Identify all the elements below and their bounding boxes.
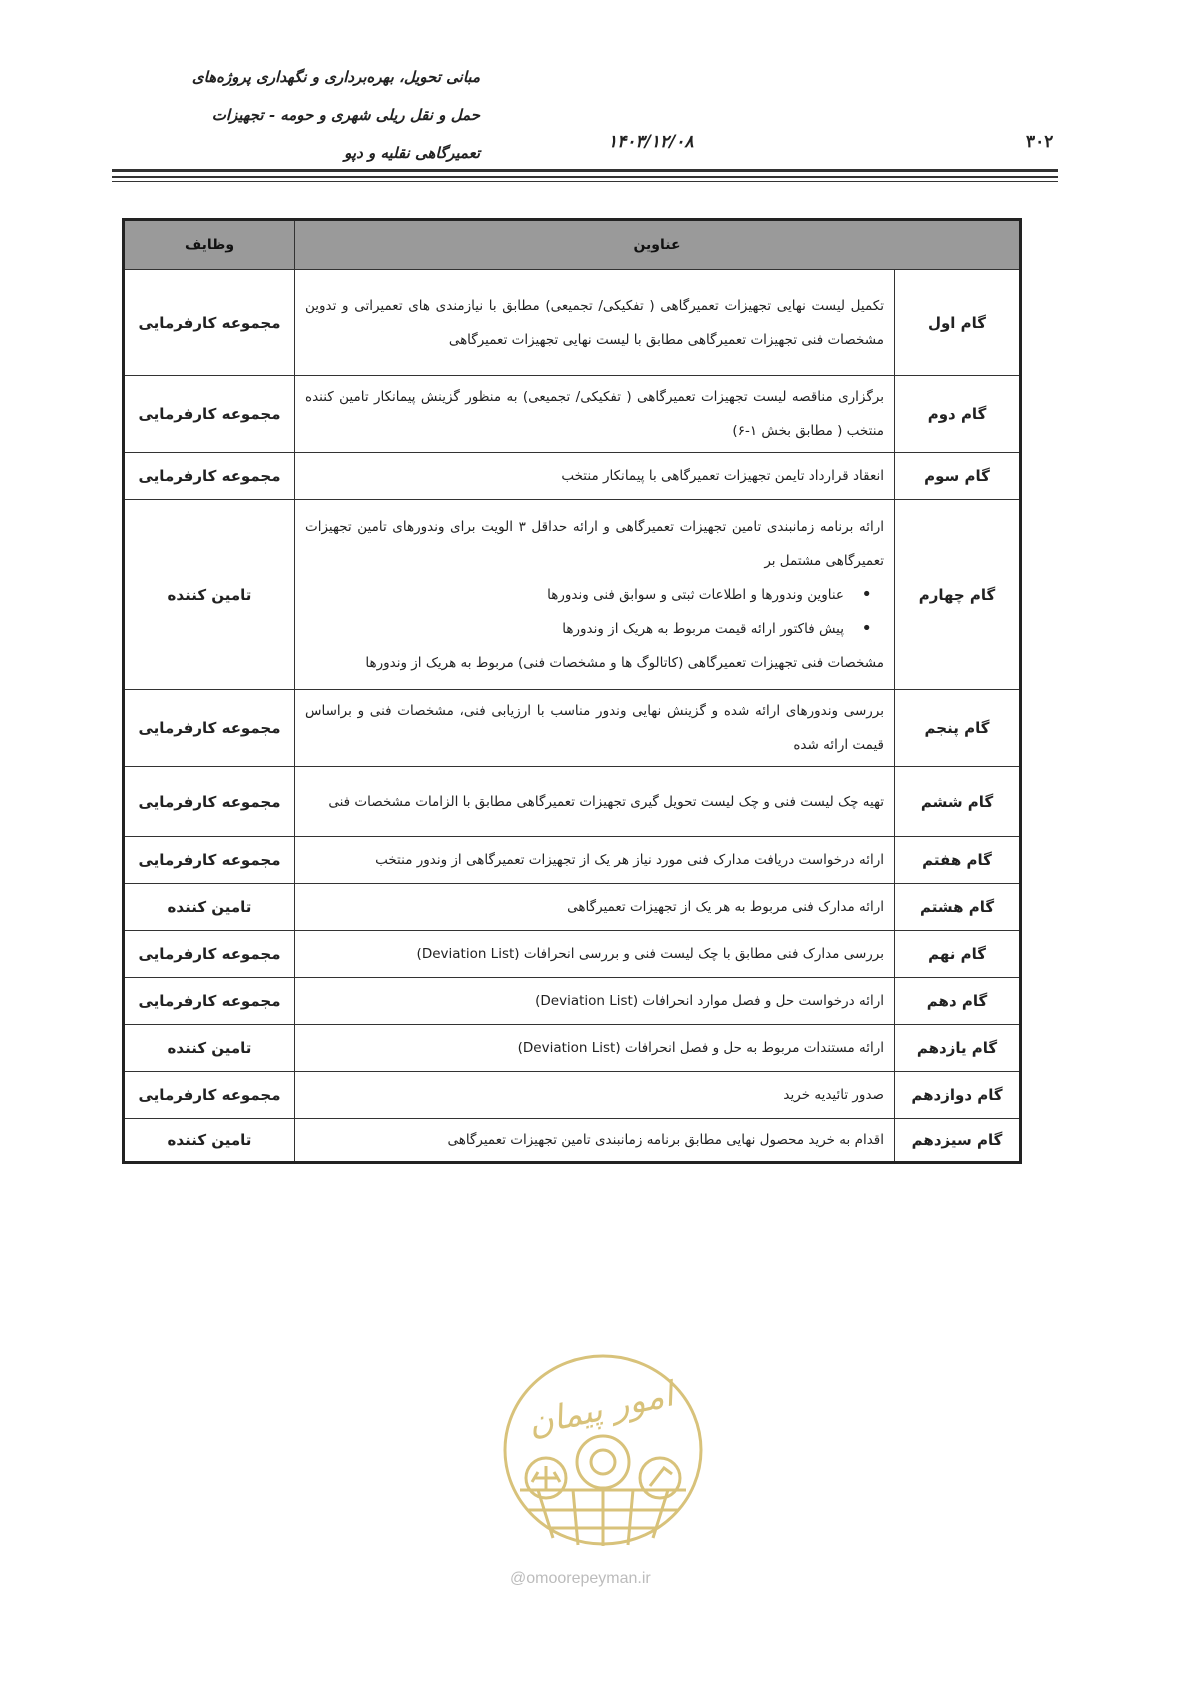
step-description: صدور تائیدیه خرید — [295, 1072, 895, 1119]
step-label: گام ششم — [895, 767, 1021, 837]
table-row — [124, 1072, 1021, 1119]
step-label: گام دوم — [895, 376, 1021, 453]
table-row — [124, 767, 1021, 837]
step-description — [295, 500, 895, 690]
step-duty: تامین کننده — [124, 1119, 295, 1163]
step-duty: مجموعه کارفرمایی — [124, 453, 295, 500]
step-label: گام چهارم — [895, 500, 1021, 690]
book-title-line: تعمیرگاهی نقلیه و دپو — [344, 144, 480, 162]
book-title-line: مبانی تحویل، بهره‌برداری و نگهداری پروژه‌های — [191, 68, 480, 86]
step-outro: مشخصات فنی تجهیزات تعمیرگاهی (کاتالوگ ها و مشخصات فنی) مربوط به هریک از وندورها — [365, 654, 884, 671]
table-row — [124, 690, 1021, 767]
page-date: ۱۴۰۳/۱۲/۰۸ — [608, 132, 694, 152]
table-row — [124, 500, 1021, 690]
step-duty: مجموعه کارفرمایی — [124, 837, 295, 884]
step-duty: تامین کننده — [124, 884, 295, 931]
header-rule — [112, 181, 1058, 182]
step-duty: تامین کننده — [124, 500, 295, 690]
step-duty: مجموعه کارفرمایی — [124, 1072, 295, 1119]
step-duty: مجموعه کارفرمایی — [124, 270, 295, 376]
step-description: ارائه درخواست دریافت مدارک فنی مورد نیاز هر یک از تجهیزات تعمیرگاهی از وندور منتخب — [295, 837, 895, 884]
page-number: ۳۰۲ — [1026, 132, 1054, 152]
step-label: گام سوم — [895, 453, 1021, 500]
step-duty: مجموعه کارفرمایی — [124, 931, 295, 978]
step-duty: مجموعه کارفرمایی — [124, 690, 295, 767]
table-header-row — [124, 220, 1021, 270]
step-description: برگزاری مناقصه لیست تجهیزات تعمیرگاهی ( تفکیکی/ تجمیعی) به منظور گزینش پیمانکار تامین کننده منتخب ( مطابق بخش ۱-۶) — [295, 376, 895, 453]
seal-icon — [498, 1350, 708, 1550]
column-header-duties: وظایف — [124, 220, 295, 270]
step-label: گام دوازدهم — [895, 1072, 1021, 1119]
step-label: گام سیزدهم — [895, 1119, 1021, 1163]
step-description: بررسی وندورهای ارائه شده و گزینش نهایی وندور مناسب با ارزیابی فنی، مشخصات فنی و براساس قیمت ارائه شده — [295, 690, 895, 767]
table-row — [124, 1119, 1021, 1163]
column-header-titles: عناوین — [295, 220, 1021, 270]
seal-lettering: امور پیمان — [524, 1374, 677, 1445]
step-intro: ارائه برنامه زمانبندی تامین تجهیزات تعمیرگاهی و ارائه حداقل ۳ الویت برای وندورهای تامین تجهیزات تعمیرگاهی مشتمل بر — [305, 518, 884, 569]
step-description: ارائه مدارک فنی مربوط به هر یک از تجهیزات تعمیرگاهی — [295, 884, 895, 931]
step-description: انعقاد قرارداد تایمن تجهیزات تعمیرگاهی با پیمانکار منتخب — [295, 453, 895, 500]
watermark-url: @omoorepeyman.ir — [510, 1570, 651, 1587]
page-header — [0, 0, 1191, 200]
step-description: ارائه مستندات مربوط به حل و فصل انحرافات (Deviation List) — [295, 1025, 895, 1072]
step-label: گام پنجم — [895, 690, 1021, 767]
step-label: گام اول — [895, 270, 1021, 376]
step-duty: مجموعه کارفرمایی — [124, 978, 295, 1025]
step-label: گام هفتم — [895, 837, 1021, 884]
table-row — [124, 884, 1021, 931]
step-description: ارائه درخواست حل و فصل موارد انحرافات (Deviation List) — [295, 978, 895, 1025]
table-row — [124, 1025, 1021, 1072]
table-row — [124, 931, 1021, 978]
table-row — [124, 270, 1021, 376]
book-title — [120, 62, 480, 176]
step-label: گام نهم — [895, 931, 1021, 978]
step-description: اقدام به خرید محصول نهایی مطابق برنامه زمانبندی تامین تجهیزات تعمیرگاهی — [295, 1119, 895, 1163]
procurement-steps-table — [122, 218, 1022, 1164]
step-label: گام هشتم — [895, 884, 1021, 931]
step-duty: تامین کننده — [124, 1025, 295, 1072]
table-row — [124, 376, 1021, 453]
list-item: • عناوین وندورها و اطلاعات ثبتی و سوابق فنی وندورها — [305, 578, 844, 612]
book-title-line: حمل و نقل ریلی شهری و حومه - تجهیزات — [211, 106, 480, 124]
step-duty: مجموعه کارفرمایی — [124, 376, 295, 453]
list-item: • پیش فاکتور ارائه قیمت مربوط به هریک از وندورها — [305, 612, 844, 646]
step-label: گام دهم — [895, 978, 1021, 1025]
step-label: گام یازدهم — [895, 1025, 1021, 1072]
watermark-logo — [498, 1350, 708, 1550]
header-rule — [112, 176, 1058, 178]
step-duty: مجموعه کارفرمایی — [124, 767, 295, 837]
vendor-requirements-list — [305, 578, 884, 646]
step-description: تکمیل لیست نهایی تجهیزات تعمیرگاهی ( تفکیکی/ تجمیعی) مطابق با نیازمندی های تعمیراتی و تدوین مشخصات فنی تجهیزات تعمیرگاهی مطابق با لیست نهایی تجهیزات تعمیرگاهی — [295, 270, 895, 376]
step-description: تهیه چک لیست فنی و چک لیست تحویل گیری تجهیزات تعمیرگاهی مطابق با الزامات مشخصات فنی — [295, 767, 895, 837]
header-rule — [112, 169, 1058, 172]
step-description: بررسی مدارک فنی مطابق با چک لیست فنی و بررسی انحرافات (Deviation List) — [295, 931, 895, 978]
table-row — [124, 837, 1021, 884]
table-row — [124, 978, 1021, 1025]
table-row — [124, 453, 1021, 500]
